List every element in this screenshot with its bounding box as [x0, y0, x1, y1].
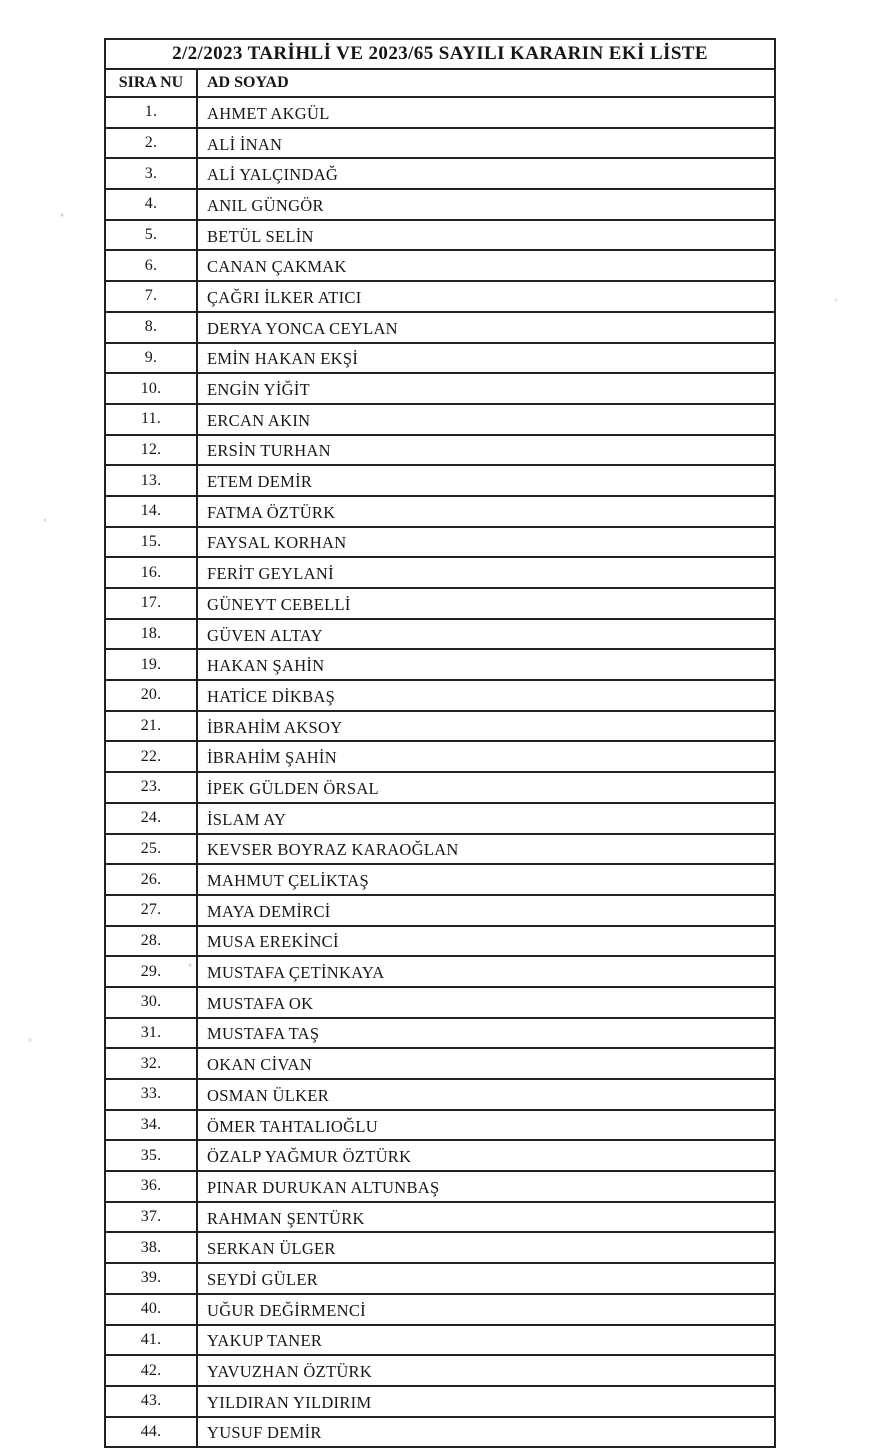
row-name-cell: SERKAN ÜLGER [197, 1232, 775, 1263]
table-row [105, 680, 775, 711]
title-row [105, 39, 775, 69]
ek-liste-table [104, 38, 776, 1448]
row-number-cell: 19. [105, 649, 197, 680]
row-name-cell: PINAR DURUKAN ALTUNBAŞ [197, 1171, 775, 1202]
column-header-sira-nu: SIRA NU [105, 69, 197, 97]
row-name-cell: KEVSER BOYRAZ KARAOĞLAN [197, 834, 775, 865]
row-number-cell: 2. [105, 128, 197, 159]
row-number-cell: 28. [105, 926, 197, 957]
table-row [105, 1417, 775, 1448]
row-name-cell: UĞUR DEĞİRMENCİ [197, 1294, 775, 1325]
row-name-cell: FAYSAL KORHAN [197, 527, 775, 558]
row-name-cell: CANAN ÇAKMAK [197, 250, 775, 281]
row-number-cell: 7. [105, 281, 197, 312]
table-row [105, 1018, 775, 1049]
row-number-cell: 31. [105, 1018, 197, 1049]
row-name-cell: ANIL GÜNGÖR [197, 189, 775, 220]
row-name-cell: GÜVEN ALTAY [197, 619, 775, 650]
table-row [105, 1171, 775, 1202]
table-row [105, 1079, 775, 1110]
table-row [105, 803, 775, 834]
row-number-cell: 26. [105, 864, 197, 895]
row-name-cell: YILDIRAN YILDIRIM [197, 1386, 775, 1417]
row-number-cell: 8. [105, 312, 197, 343]
row-number-cell: 11. [105, 404, 197, 435]
table-row [105, 250, 775, 281]
row-name-cell: YUSUF DEMİR [197, 1417, 775, 1448]
table-row [105, 1263, 775, 1294]
row-number-cell: 33. [105, 1079, 197, 1110]
row-name-cell: DERYA YONCA CEYLAN [197, 312, 775, 343]
row-name-cell: ALİ YALÇINDAĞ [197, 158, 775, 189]
row-number-cell: 41. [105, 1325, 197, 1356]
row-number-cell: 17. [105, 588, 197, 619]
table-row [105, 864, 775, 895]
row-name-cell: FERİT GEYLANİ [197, 557, 775, 588]
table-row [105, 956, 775, 987]
row-name-cell: YAVUZHAN ÖZTÜRK [197, 1355, 775, 1386]
row-number-cell: 16. [105, 557, 197, 588]
table-row [105, 741, 775, 772]
row-name-cell: ERSİN TURHAN [197, 435, 775, 466]
row-number-cell: 24. [105, 803, 197, 834]
row-number-cell: 27. [105, 895, 197, 926]
row-name-cell: ERCAN AKIN [197, 404, 775, 435]
row-name-cell: OKAN CİVAN [197, 1048, 775, 1079]
table-row [105, 1110, 775, 1141]
table-row [105, 987, 775, 1018]
row-number-cell: 39. [105, 1263, 197, 1294]
row-number-cell: 32. [105, 1048, 197, 1079]
row-number-cell: 13. [105, 465, 197, 496]
table-row [105, 711, 775, 742]
row-name-cell: MAHMUT ÇELİKTAŞ [197, 864, 775, 895]
table-row [105, 1048, 775, 1079]
row-number-cell: 4. [105, 189, 197, 220]
row-name-cell: İBRAHİM AKSOY [197, 711, 775, 742]
row-number-cell: 44. [105, 1417, 197, 1448]
row-name-cell: EMİN HAKAN EKŞİ [197, 343, 775, 374]
table-row [105, 281, 775, 312]
table-row [105, 220, 775, 251]
row-number-cell: 18. [105, 619, 197, 650]
table-row [105, 373, 775, 404]
table-row [105, 1294, 775, 1325]
row-name-cell: ETEM DEMİR [197, 465, 775, 496]
row-number-cell: 34. [105, 1110, 197, 1141]
table-row [105, 1232, 775, 1263]
row-number-cell: 35. [105, 1140, 197, 1171]
row-name-cell: YAKUP TANER [197, 1325, 775, 1356]
table-row [105, 312, 775, 343]
row-number-cell: 12. [105, 435, 197, 466]
table-row [105, 404, 775, 435]
header-row [105, 69, 775, 97]
row-number-cell: 25. [105, 834, 197, 865]
row-number-cell: 1. [105, 97, 197, 128]
table-row [105, 158, 775, 189]
row-name-cell: ÖMER TAHTALIOĞLU [197, 1110, 775, 1141]
row-number-cell: 21. [105, 711, 197, 742]
row-name-cell: SEYDİ GÜLER [197, 1263, 775, 1294]
table-row [105, 465, 775, 496]
row-number-cell: 40. [105, 1294, 197, 1325]
table-row [105, 895, 775, 926]
row-name-cell: AHMET AKGÜL [197, 97, 775, 128]
row-name-cell: HAKAN ŞAHİN [197, 649, 775, 680]
row-name-cell: GÜNEYT CEBELLİ [197, 588, 775, 619]
table-row [105, 97, 775, 128]
row-name-cell: İPEK GÜLDEN ÖRSAL [197, 772, 775, 803]
table-row [105, 619, 775, 650]
table-row [105, 588, 775, 619]
row-number-cell: 37. [105, 1202, 197, 1233]
row-number-cell: 6. [105, 250, 197, 281]
document-sheet [104, 38, 776, 1448]
table-row [105, 1140, 775, 1171]
table-body [105, 97, 775, 1447]
row-number-cell: 29. [105, 956, 197, 987]
row-name-cell: HATİCE DİKBAŞ [197, 680, 775, 711]
table-row [105, 1355, 775, 1386]
row-number-cell: 22. [105, 741, 197, 772]
column-header-ad-soyad: AD SOYAD [197, 69, 775, 97]
row-name-cell: MUSTAFA OK [197, 987, 775, 1018]
row-name-cell: BETÜL SELİN [197, 220, 775, 251]
table-row [105, 343, 775, 374]
table-row [105, 496, 775, 527]
table-row [105, 772, 775, 803]
table-row [105, 189, 775, 220]
table-row [105, 649, 775, 680]
table-row [105, 435, 775, 466]
row-name-cell: ÇAĞRI İLKER ATICI [197, 281, 775, 312]
row-number-cell: 9. [105, 343, 197, 374]
row-name-cell: ENGİN YİĞİT [197, 373, 775, 404]
row-number-cell: 23. [105, 772, 197, 803]
table-row [105, 557, 775, 588]
row-name-cell: FATMA ÖZTÜRK [197, 496, 775, 527]
row-number-cell: 10. [105, 373, 197, 404]
row-number-cell: 42. [105, 1355, 197, 1386]
row-name-cell: MAYA DEMİRCİ [197, 895, 775, 926]
row-number-cell: 30. [105, 987, 197, 1018]
row-name-cell: İSLAM AY [197, 803, 775, 834]
row-number-cell: 38. [105, 1232, 197, 1263]
row-name-cell: ALİ İNAN [197, 128, 775, 159]
row-number-cell: 36. [105, 1171, 197, 1202]
row-name-cell: ÖZALP YAĞMUR ÖZTÜRK [197, 1140, 775, 1171]
table-row [105, 1325, 775, 1356]
document-title: 2/2/2023 TARİHLİ VE 2023/65 SAYILI KARARIN EKİ LİSTE [105, 39, 775, 69]
table-row [105, 128, 775, 159]
row-number-cell: 3. [105, 158, 197, 189]
row-number-cell: 5. [105, 220, 197, 251]
table-row [105, 926, 775, 957]
row-number-cell: 43. [105, 1386, 197, 1417]
row-number-cell: 15. [105, 527, 197, 558]
row-name-cell: İBRAHİM ŞAHİN [197, 741, 775, 772]
table-row [105, 1202, 775, 1233]
table-row [105, 834, 775, 865]
row-name-cell: MUSA EREKİNCİ [197, 926, 775, 957]
table-row [105, 1386, 775, 1417]
row-name-cell: MUSTAFA ÇETİNKAYA [197, 956, 775, 987]
row-name-cell: OSMAN ÜLKER [197, 1079, 775, 1110]
row-number-cell: 14. [105, 496, 197, 527]
row-number-cell: 20. [105, 680, 197, 711]
table-row [105, 527, 775, 558]
row-name-cell: RAHMAN ŞENTÜRK [197, 1202, 775, 1233]
row-name-cell: MUSTAFA TAŞ [197, 1018, 775, 1049]
